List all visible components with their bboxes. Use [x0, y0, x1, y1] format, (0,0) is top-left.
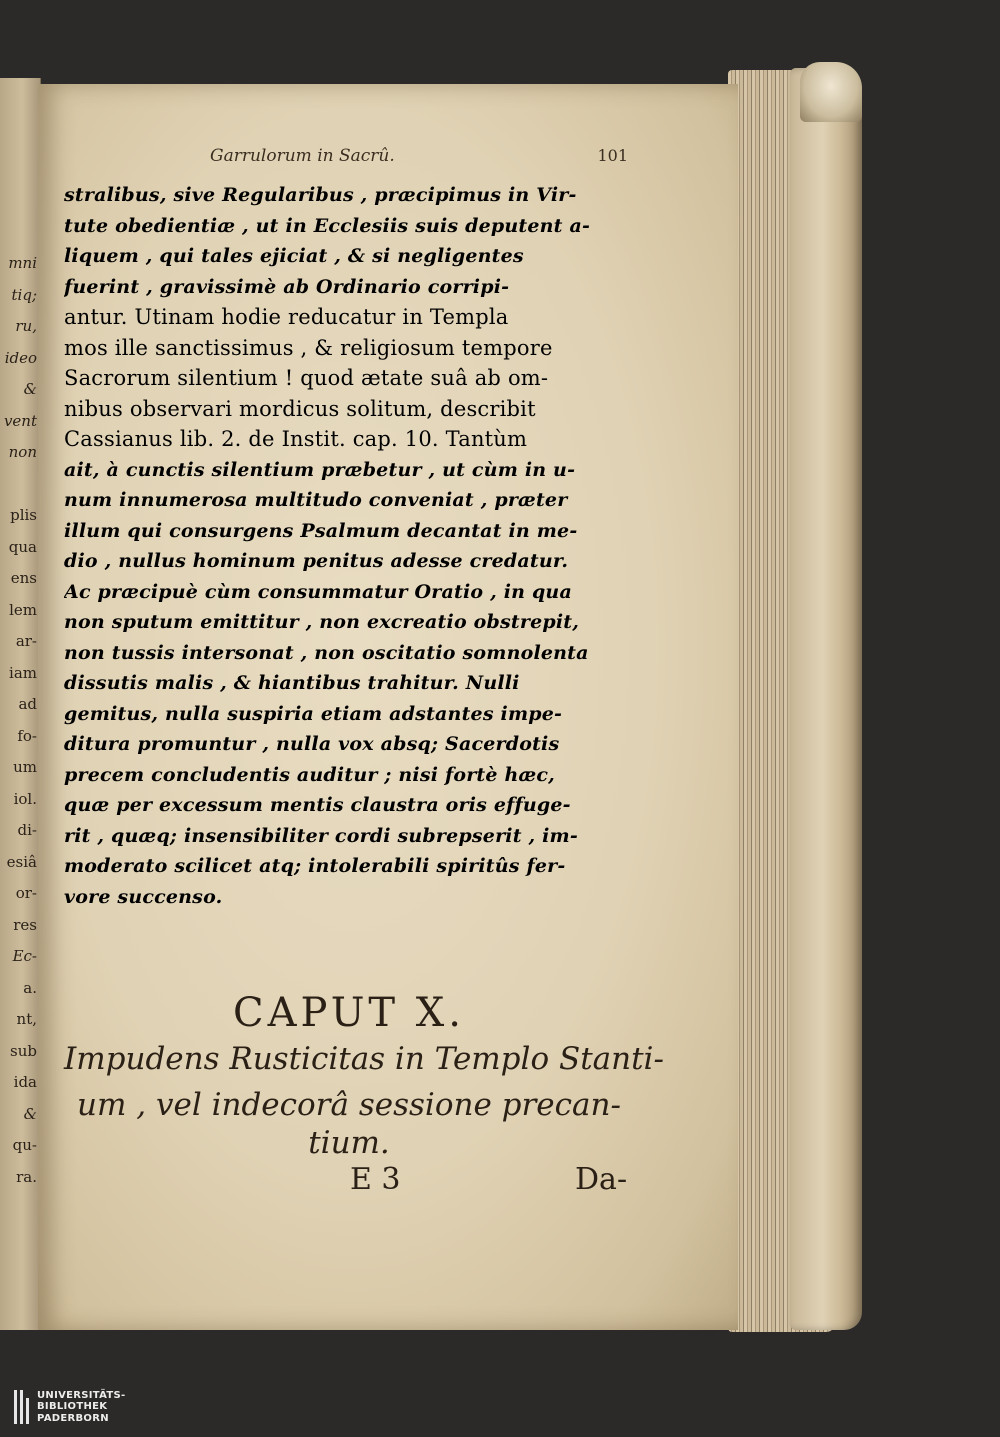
left-page-fragment: ra. — [16, 1167, 37, 1186]
left-page-fragment: qu- — [12, 1136, 37, 1154]
signature-mark: E 3 — [350, 1162, 401, 1197]
left-page-fragment: mni — [8, 254, 37, 272]
left-page-fragment: iam — [9, 663, 37, 682]
binding-headcap — [800, 62, 862, 122]
text-line: quæ per excessum mentis claustra oris effuge- — [64, 794, 571, 816]
text-line: moderato scilicet atq; intolerabili spiritûs fer- — [64, 855, 566, 877]
library-logo-icon — [14, 1390, 29, 1424]
left-page-fragment: ru, — [15, 317, 37, 335]
left-page-fragment: ad — [18, 695, 37, 713]
text-line: Cassianus lib. 2. de Instit. cap. 10. Tantùm — [64, 427, 528, 451]
left-page-fragment — [0, 469, 40, 501]
text-line: dissutis malis , & hiantibus trahitur. Nulli — [64, 672, 520, 694]
text-line: ditura promuntur , nulla vox absq; Sacerdotis — [64, 733, 560, 755]
text-line: rit , quæq; insensibiliter cordi subrepserit , im- — [64, 824, 578, 847]
text-line: fuerint , gravissimè ab Ordinario corripi- — [64, 275, 510, 298]
text-line: stralibus, sive Regularibus , præcipimus in Vir- — [64, 184, 577, 206]
left-page-fragment: tiq; — [11, 285, 37, 304]
left-page-fragment: sub — [10, 1041, 37, 1060]
left-page-fragment: um — [13, 758, 37, 776]
text-line: illum qui consurgens Psalmum decantat in me- — [64, 519, 578, 542]
body-text — [64, 180, 634, 912]
text-line: ait, à cunctis silentium præbetur , ut cùm in u- — [64, 458, 576, 481]
logo-line: BIBLIOTHEK — [37, 1401, 108, 1413]
logo-line: UNIVERSITÄTS- — [37, 1389, 126, 1401]
left-page-fragment: iol. — [13, 789, 37, 808]
text-line: vore succenso. — [64, 885, 223, 908]
vellum-binding — [790, 68, 862, 1330]
text-line: antur. Utinam hodie reducatur in Templa — [64, 305, 509, 329]
text-line: mos ille sanctissimus , & religiosum tempore — [64, 335, 553, 360]
logo-line: PADERBORN — [37, 1412, 109, 1424]
left-page-fragment: nt, — [16, 1010, 37, 1028]
left-page-fragment: di- — [17, 821, 37, 839]
library-logo-text — [37, 1390, 126, 1425]
text-line: liquem , qui tales ejiciat , & si negligentes — [64, 245, 524, 267]
text-line: gemitus, nulla suspiria etiam adstantes impe- — [64, 702, 563, 725]
text-line: Sacrorum silentium ! quod ætate suâ ab om- — [64, 366, 549, 390]
left-page-fragment: fo- — [17, 726, 37, 745]
left-page-edge — [0, 78, 41, 1330]
text-line: tute obedientiæ , ut in Ecclesiis suis deputent a- — [64, 214, 591, 237]
catchword: Da- — [575, 1162, 628, 1197]
subheading-line: um , vel indecorâ sessione precan- — [77, 1087, 621, 1123]
left-page-fragment: plis — [10, 506, 37, 524]
text-line: precem concludentis auditur ; nisi fortè hæc, — [64, 763, 555, 786]
chapter-heading: CAPUT X. — [233, 990, 465, 1036]
left-page-fragment: qua — [8, 537, 37, 556]
left-page-fragment: non — [8, 443, 37, 461]
text-line: num innumerosa multitudo conveniat , præter — [64, 489, 568, 511]
subheading-line: tium. — [308, 1125, 390, 1161]
left-page-fragment: ens — [10, 569, 37, 587]
left-page-fragment: vent — [3, 411, 37, 430]
left-page-fragment: res — [13, 915, 37, 934]
left-page-fragment: Ec- — [12, 947, 37, 965]
left-page-fragment: ideo — [4, 348, 37, 367]
text-line: non tussis intersonat , non oscitatio somnolenta — [64, 641, 589, 664]
page-number: 101 — [597, 146, 628, 165]
running-head-title: Garrulorum in Sacrû. — [210, 146, 395, 166]
text-line: dio , nullus hominum penitus adesse credatur. — [64, 550, 569, 572]
text-line: nibus observari mordicus solitum, describit — [64, 396, 536, 421]
chapter-subheading — [64, 1036, 664, 1161]
text-line: Ac præcipuè cùm consummatur Oratio , in qua — [64, 580, 572, 603]
left-page-fragment: esiâ — [6, 852, 37, 871]
text-line: non sputum emittitur , non excreatio obstrepit, — [64, 611, 580, 633]
left-page-fragment: or- — [15, 884, 37, 902]
left-page-fragment: ar- — [15, 632, 37, 650]
running-head — [210, 140, 630, 170]
subheading-line: Impudens Rusticitas in Templo Stanti- — [64, 1041, 664, 1077]
left-page-fragment: a. — [23, 978, 37, 997]
left-page-text-fragments — [0, 248, 40, 1193]
left-page-fragment: ida — [13, 1073, 37, 1091]
left-page-fragment: & — [23, 380, 37, 398]
library-logo — [14, 1389, 126, 1425]
left-page-fragment: & — [23, 1104, 37, 1123]
left-page-fragment: lem — [9, 600, 37, 619]
